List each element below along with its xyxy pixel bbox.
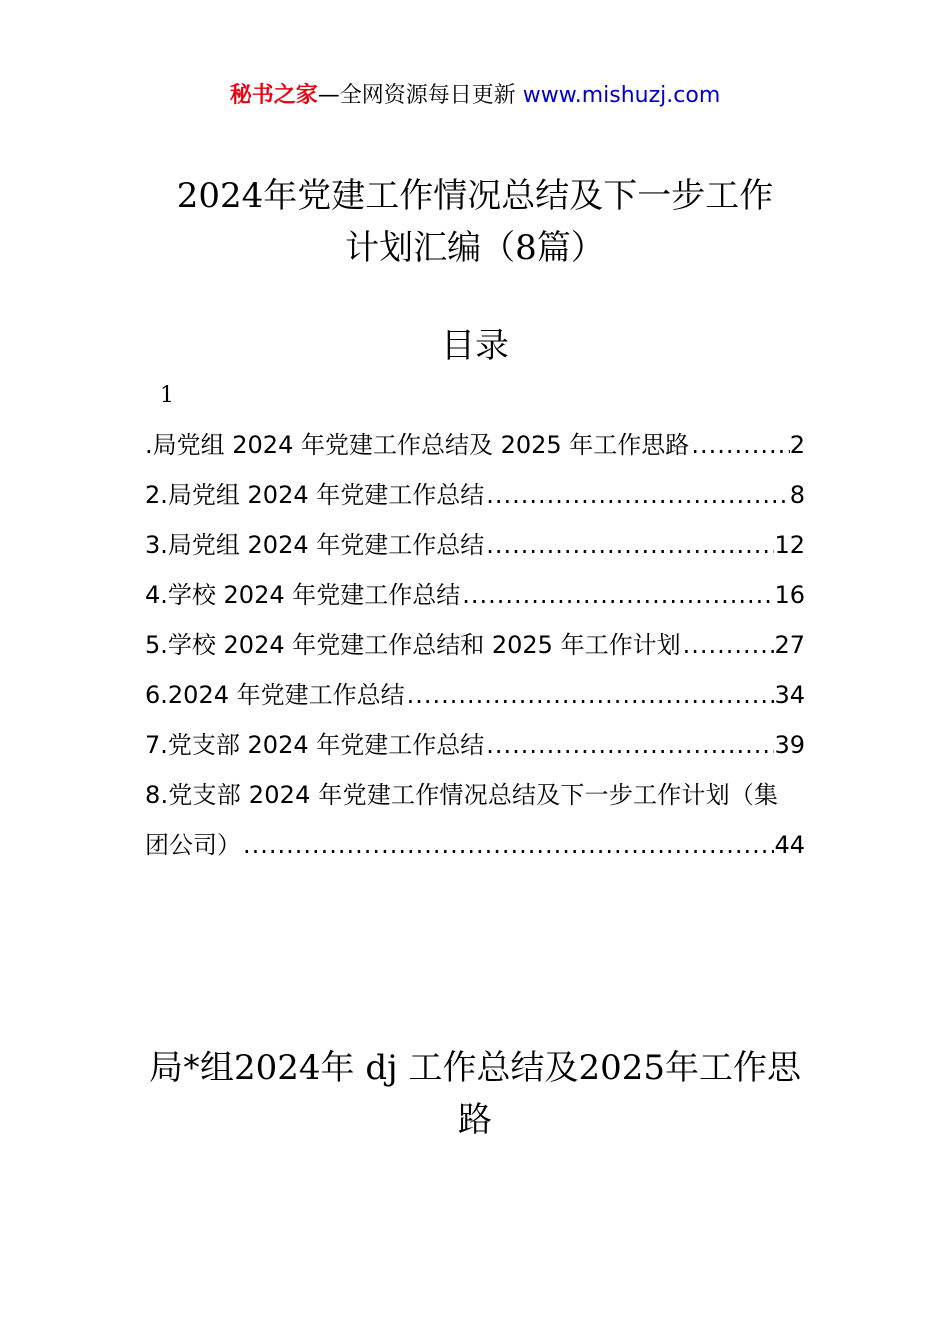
- section-title-part: 路: [458, 1100, 492, 1140]
- toc-leader-dots: [405, 670, 775, 720]
- toc-leader-dots: [241, 820, 774, 870]
- toc-heading: 目录: [441, 326, 509, 366]
- toc-entry-title: 3.局党组 2024 年党建工作总结: [145, 531, 485, 559]
- section-title-part: 年工作思: [665, 1048, 801, 1088]
- title-line2-b: 篇）: [536, 228, 605, 268]
- toc-entry-page: 34: [774, 681, 805, 709]
- toc-entry-title: 8.党支部 2024 年党建工作情况总结及下一步工作计划（集: [145, 781, 779, 809]
- toc-entry-6[interactable]: [145, 670, 805, 720]
- toc-leader-dots: [484, 720, 774, 770]
- section-title-year: 2025: [578, 1048, 665, 1088]
- toc-entry-page: 12: [774, 531, 805, 559]
- title-line2-num: 8: [515, 228, 537, 268]
- section-title: [140, 1042, 810, 1146]
- toc-leader-dots: [689, 420, 789, 470]
- toc-entry-title: 7.党支部 2024 年党建工作总结: [145, 731, 485, 759]
- toc-entry-title-continued: 团公司）: [145, 831, 241, 859]
- toc-leader-dots: [484, 520, 774, 570]
- toc-entry-8[interactable]: [145, 770, 805, 870]
- toc-entry-2[interactable]: [145, 470, 805, 520]
- document-title: [150, 170, 800, 274]
- toc-entry-page: 27: [774, 631, 805, 659]
- toc-entry-page: 2: [789, 431, 805, 459]
- title-line1-text: 年党建工作情况总结及下一步工作: [263, 176, 774, 216]
- toc-entry-1[interactable]: [145, 420, 805, 470]
- toc-entry-7[interactable]: [145, 720, 805, 770]
- toc-entry-4[interactable]: [145, 570, 805, 620]
- toc-entry-5[interactable]: [145, 620, 805, 670]
- banner-slogan: —全网资源每日更新: [317, 83, 516, 108]
- toc-entry-title: 2.局党组 2024 年党建工作总结: [145, 481, 485, 509]
- table-of-contents: [145, 420, 805, 870]
- toc-entry-page: 16: [774, 581, 805, 609]
- section-title-part: dj: [365, 1048, 398, 1088]
- toc-entry-title: .局党组 2024 年党建工作总结及 2025 年工作思路: [145, 431, 690, 459]
- section-title-part: 局*组: [149, 1048, 234, 1088]
- toc-entry-title: 4.学校 2024 年党建工作总结: [145, 581, 461, 609]
- toc-leader-dots: [681, 620, 775, 670]
- title-year: 2024: [176, 176, 264, 216]
- toc-leader-dots: [460, 570, 774, 620]
- section-title-part: 年: [320, 1048, 355, 1088]
- section-title-year: 2024: [234, 1048, 321, 1088]
- toc-entry-page: 39: [774, 731, 805, 759]
- section-title-part: 工作总结及: [408, 1048, 579, 1088]
- toc-entry-title: 5.学校 2024 年党建工作总结和 2025 年工作计划: [145, 631, 681, 659]
- toc-leader-dots: [484, 470, 789, 520]
- title-line2-a: 计划汇编（: [345, 228, 516, 268]
- toc-entry-3[interactable]: [145, 520, 805, 570]
- toc-stray-number: 1: [160, 383, 174, 408]
- toc-entry-title: 6.2024 年党建工作总结: [145, 681, 405, 709]
- toc-entry-page: 8: [789, 481, 805, 509]
- banner-brand: 秘书之家: [229, 83, 318, 108]
- site-banner: [0, 80, 950, 112]
- toc-entry-page: 44: [774, 831, 805, 859]
- banner-url-link[interactable]: www.mishuzj.com: [522, 83, 721, 108]
